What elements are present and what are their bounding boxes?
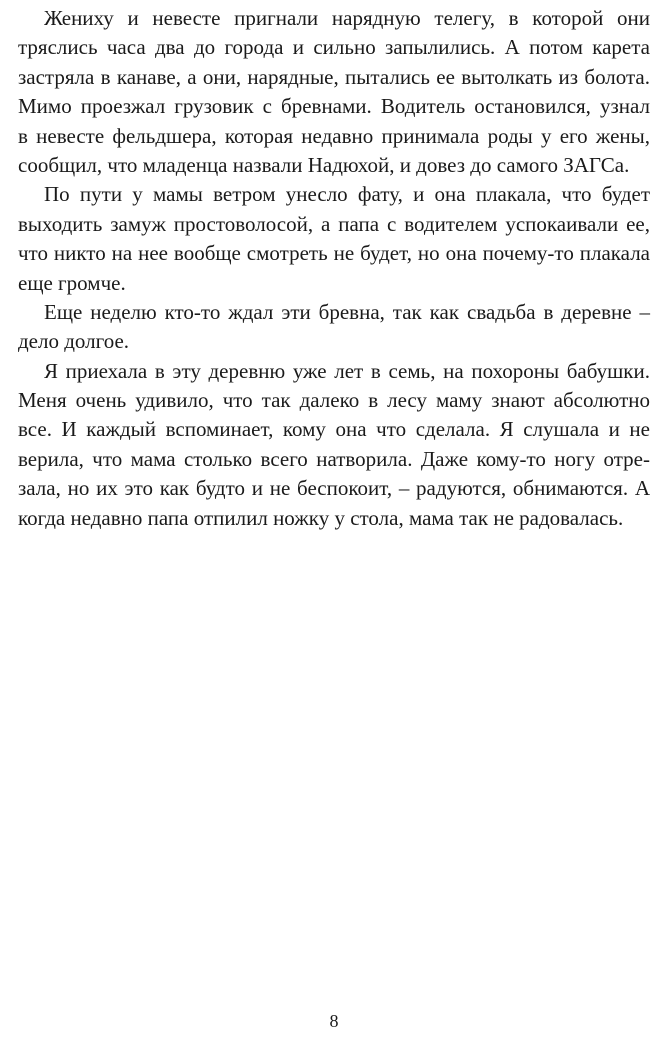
text-line: верила, что мама столько всего натворила. Даже кому-то ногу отре- (18, 446, 650, 471)
text-line: Жениху и невесте пригнали нарядную телегу, в которой они (44, 6, 650, 30)
paragraph-3 (18, 298, 650, 357)
text-line: застряла в канаве, а они, нарядные, пытались ее вытолкать из болота. (18, 64, 650, 89)
text-line: Меня очень удивило, что так далеко в лесу маму знают абсолютно (18, 388, 650, 413)
text-line: сообщил, что младенца назвали Надюхой, и довез до самого ЗАГСа. (18, 152, 630, 177)
text-line: дело долгое. (18, 329, 130, 354)
text-line: Еще неделю кто-то ждал эти бревна, так как свадьба в деревне – (44, 299, 650, 324)
text-line: выходить замуж простоволосой, а папа с водителем успокаивали ее, (18, 211, 650, 236)
text-line: По пути у мамы ветром унесло фату, и она плакала, что будет (44, 182, 650, 207)
paragraph-4 (18, 357, 650, 533)
text-line: когда недавно папа отпилил ножку у стола, мама так не радовалась. (18, 505, 624, 530)
text-line: Мимо проезжал грузовик с бревнами. Водитель остановился, узнал (18, 94, 650, 119)
page-number: 8 (329, 1011, 339, 1031)
paragraph-1 (18, 4, 650, 180)
text-line: Я приехала в эту деревню уже лет в семь, на похороны бабушки. (44, 358, 650, 383)
text-line: все. И каждый вспоминает, кому она что сделала. Я слушала и не (18, 417, 650, 442)
text-line: зала, но их это как будто и не беспокоит, – радуются, обнимаются. А (18, 476, 650, 501)
text-line: что никто на нее вообще смотреть не будет, но она почему-то плакала (18, 241, 650, 266)
body-text (18, 4, 650, 533)
text-line: в невесте фельдшера, которая недавно принимала роды у его жены, (18, 123, 650, 148)
text-line: тряслись часа два до города и сильно запылились. А потом карета (18, 35, 650, 60)
paragraph-2 (18, 180, 650, 298)
text-line: еще громче. (18, 270, 126, 295)
